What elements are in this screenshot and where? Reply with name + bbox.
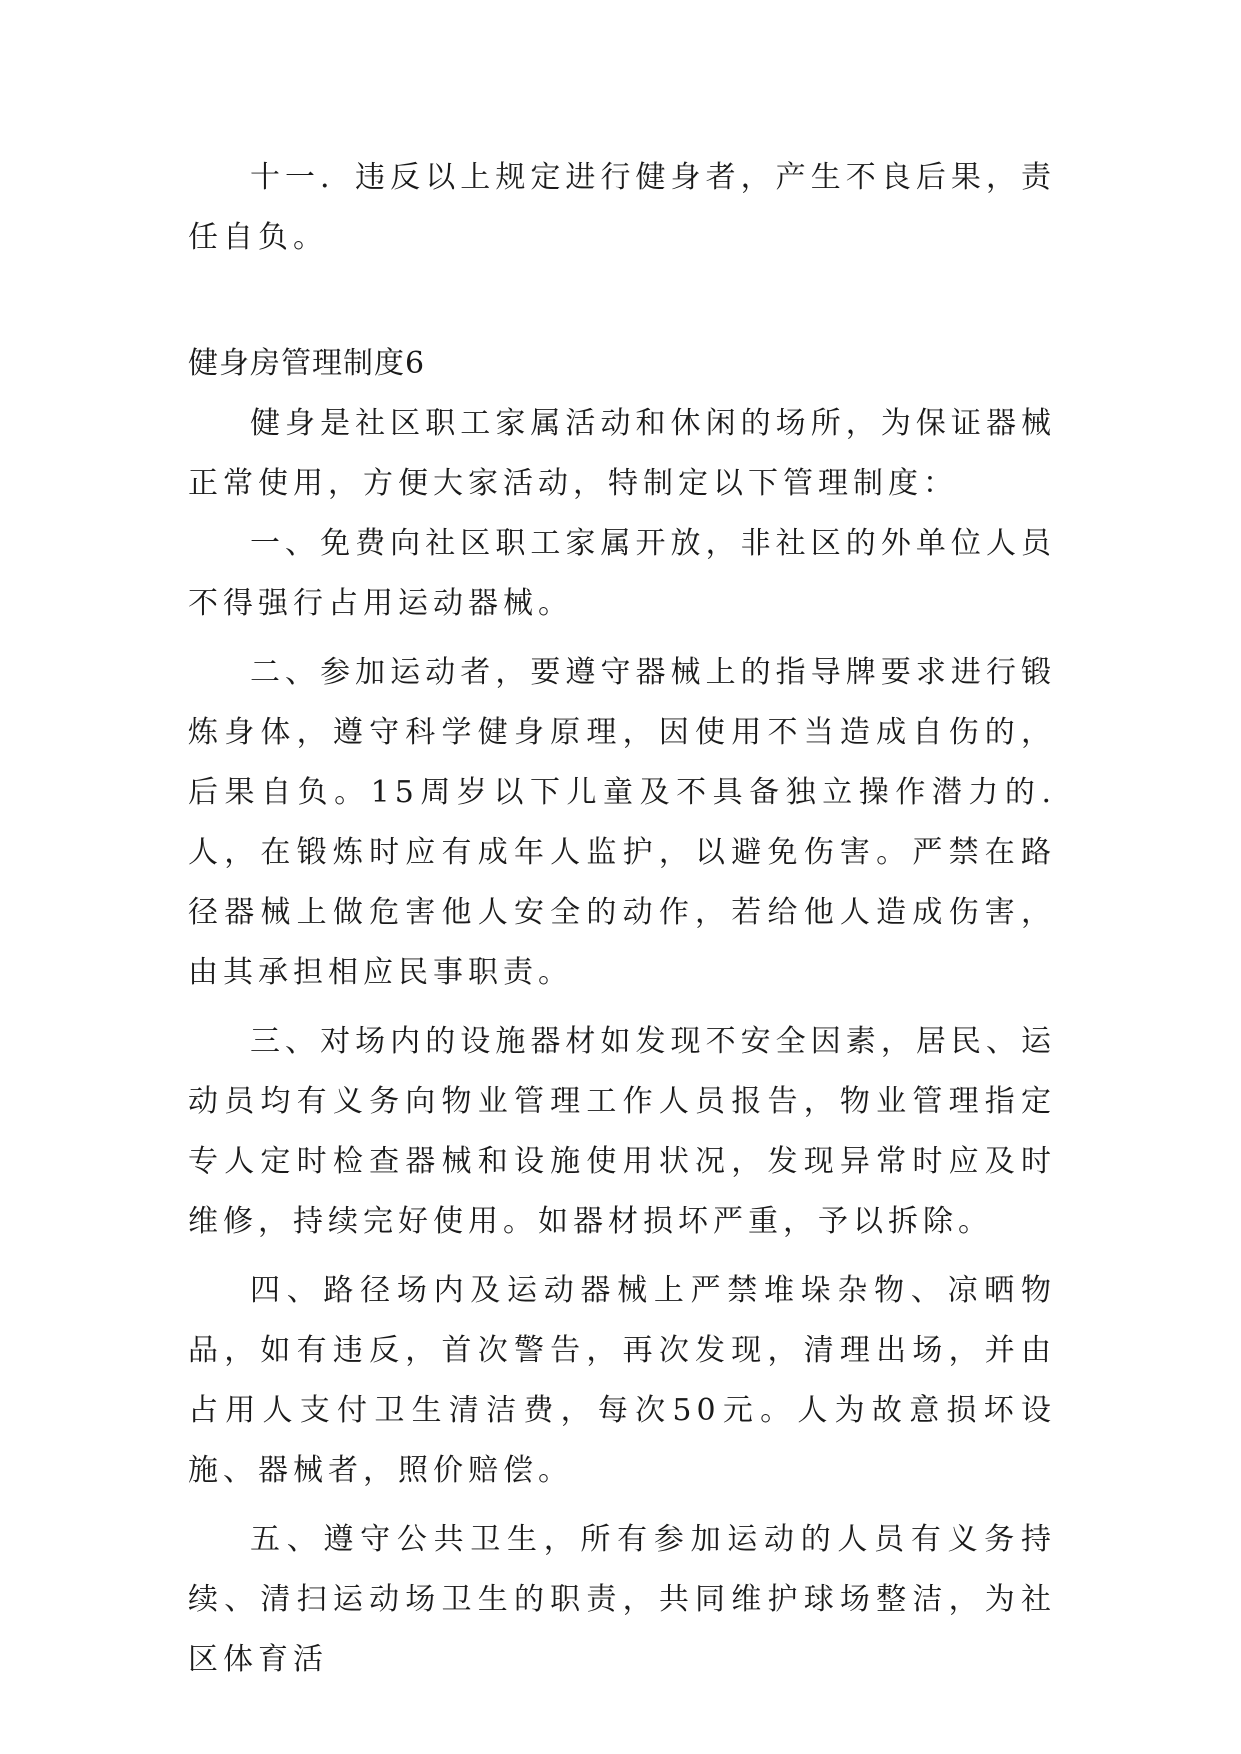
intro-paragraph: 健身是社区职工家属活动和休闲的场所，为保证器械正常使用，方便大家活动，特制定以下管理制度： [188,406,1056,501]
rule-two: 二、参加运动者，要遵守器械上的指导牌要求进行锻炼身体，遵守科学健身原理，因使用不当造成自伤的，后果自负。15周岁以下儿童及不具备独立操作潜力的.人，在锻炼时应有成年人监护，以避免伤害。严禁在路径器械上做危害他人安全的动作，若给他人造成伤害，由其承担相应民事职责。 [188,655,1056,990]
section-title: 健身房管理制度6 [188,346,426,381]
section-spacer [188,268,1056,334]
rule-three: 三、对场内的设施器材如发现不安全因素，居民、运动员均有义务向物业管理工作人员报告，物业管理指定专人定时检查器械和设施使用状况，发现异常时应及时维修，持续完好使用。如器材损坏严重，予以拆除。 [188,1024,1056,1239]
document-body [188,148,1056,1690]
paragraph-eleven: 十一．违反以上规定进行健身者，产生不良后果，责任自负。 [188,160,1056,255]
rule-four: 四、路径场内及运动器械上严禁堆垛杂物、凉晒物品，如有违反，首次警告，再次发现，清理出场，并由占用人支付卫生清洁费，每次50元。人为故意损坏设施、器械者，照价赔偿。 [188,1273,1056,1488]
rule-five: 五、遵守公共卫生，所有参加运动的人员有义务持续、清扫运动场卫生的职责，共同维护球场整洁，为社区体育活 [188,1522,1056,1677]
rule-one: 一、免费向社区职工家属开放，非社区的外单位人员不得强行占用运动器械。 [188,526,1056,621]
